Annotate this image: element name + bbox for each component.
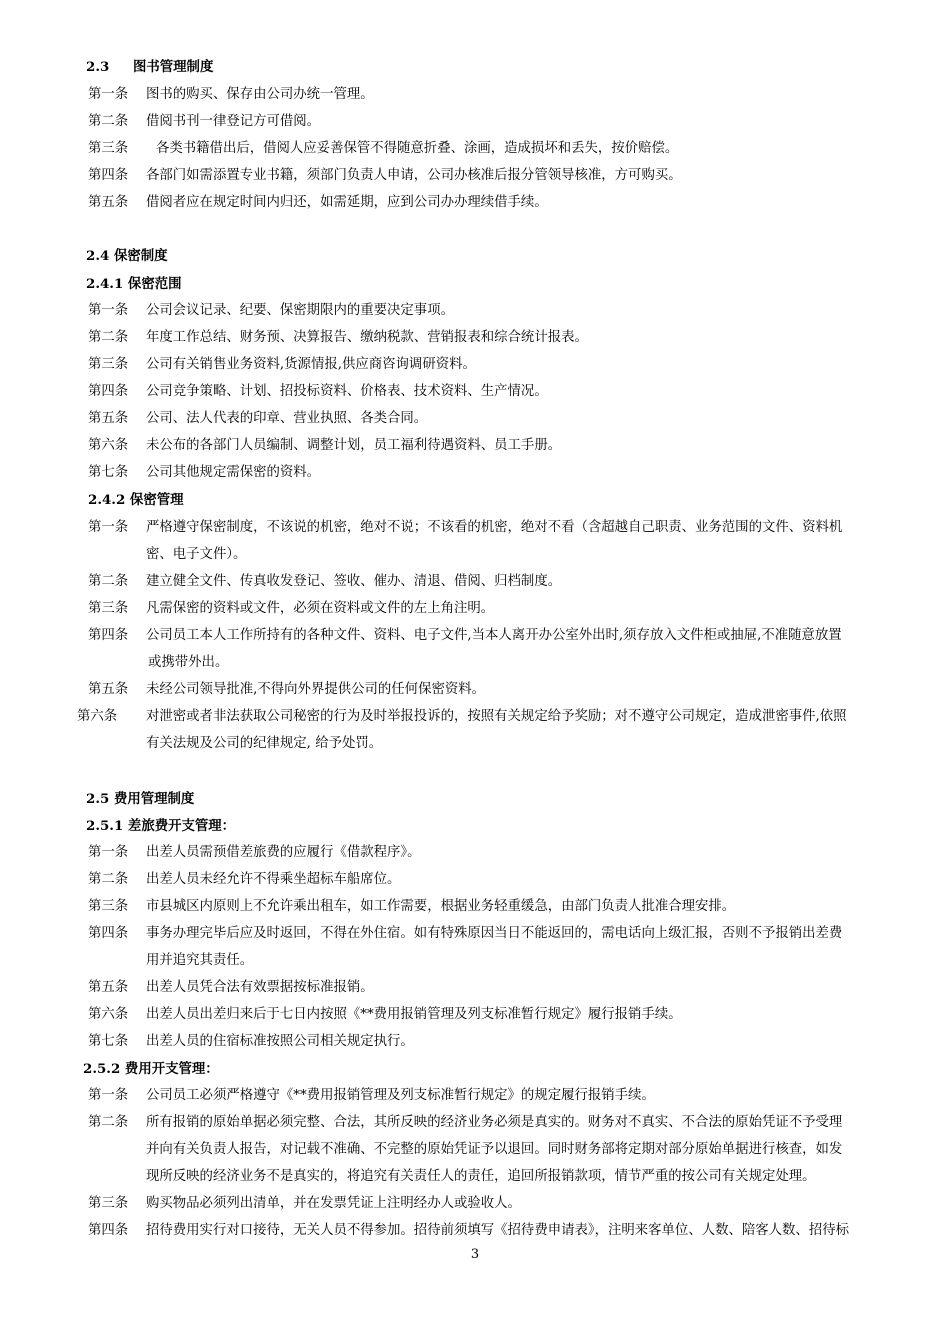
article-number: 第六条: [88, 1007, 129, 1022]
article-number: 第四条: [88, 1223, 129, 1238]
subsection-title: 2.4.2 保密管理: [88, 492, 184, 508]
article-number: 第四条: [88, 168, 129, 183]
article-number: 第三条: [88, 601, 129, 616]
subsection-heading: 2.5.1 差旅费开支管理：: [86, 818, 236, 834]
article-text: 出差人员未经允许不得乘坐超标车船席位。: [146, 872, 401, 887]
article-text: 建立健全文件、传真收发登记、签收、催办、清退、借阅、归档制度。: [146, 574, 562, 589]
article-number: 第五条: [88, 980, 129, 995]
article-text: 未经公司领导批准,不得向外界提供公司的任何保密资料。: [146, 682, 486, 697]
article-number: 第五条: [88, 682, 129, 697]
article-number: 第一条: [88, 87, 129, 102]
article-text-cont: 用并追究其责任。: [146, 953, 254, 968]
article-text: 未公布的各部门人员编制、调整计划，员工福利待遇资料、员工手册。: [146, 438, 562, 453]
article-number: 第三条: [88, 899, 129, 914]
article-text: 出差人员的住宿标准按照公司相关规定执行。: [146, 1034, 414, 1049]
article-text: 图书的购买、保存由公司办统一管理。: [146, 87, 374, 102]
article-text: 所有报销的原始单据必须完整、合法，其所反映的经济业务必须是真实的。财务对不真实、不合法的原始凭证不予受理: [146, 1115, 843, 1130]
article-text: 公司员工本人工作所持有的各种文件、资料、电子文件,当本人离开办公室外出时,须存放入文件柜或抽屉,不准随意放置: [146, 628, 842, 643]
article-number: 第二条: [88, 872, 129, 887]
subsection-title: 2.4.1 保密范围: [86, 276, 182, 292]
article-text: 出差人员需预借差旅费的应履行《借款程序》。: [146, 845, 421, 860]
section-number: 2.3: [86, 59, 110, 75]
subsection-heading: [88, 491, 184, 510]
article-text: 公司其他规定需保密的资料。: [146, 465, 321, 480]
article-text: 各部门如需添置专业书籍，须部门负责人申请，公司办核准后报分管领导核准，方可购买。: [146, 168, 682, 183]
article-text: 公司竞争策略、计划、招投标资料、价格表、技术资料、生产情况。: [146, 384, 548, 399]
article-number: 第六条: [77, 709, 118, 724]
article-number: 第二条: [88, 114, 129, 129]
article-text: 购买物品必须列出清单，并在发票凭证上注明经办人或验收人。: [146, 1196, 521, 1211]
article-text: 出差人员出差归来后于七日内按照《**费用报销管理及列支标准暂行规定》履行报销手续。: [146, 1007, 682, 1022]
article-text: 招待费用实行对口接待，无关人员不得参加。招待前须填写《招待费申请表》，注明来客单位、人数、陪客人数、招待标: [146, 1223, 849, 1238]
section-heading-2-4: 2.4 保密制度: [86, 248, 168, 264]
article-number: 第七条: [88, 465, 129, 480]
article-text: 严格遵守保密制度，不该说的机密，绝对不说；不该看的机密，绝对不看（含超越自己职责、业务范围的文件、资料机: [146, 520, 843, 535]
article-text: 年度工作总结、财务预、决算报告、缴纳税款、营销报表和综合统计报表。: [146, 330, 588, 345]
article-number: 第二条: [88, 1115, 129, 1130]
article-text: 各类书籍借出后，借阅人应妥善保管不得随意折叠、涂画，造成损坏和丢失，按价赔偿。: [156, 141, 679, 156]
article-text-cont: 或携带外出。: [148, 655, 229, 670]
article-number: 第四条: [88, 628, 129, 643]
article-text: 市县城区内原则上不允许乘出租车，如工作需要，根据业务轻重缓急，由部门负责人批准合理安排。: [146, 899, 736, 914]
article-number: 第三条: [88, 357, 129, 372]
article-text-cont: 密、电子文件）。: [146, 547, 247, 562]
article-number: 第一条: [88, 845, 129, 860]
article-text-cont: 现所反映的经济业务不是真实的，将追究有关责任人的责任，追回所报销款项，情节严重的按公司有关规定处理。: [146, 1169, 816, 1184]
article-text: 出差人员凭合法有效票据按标准报销。: [146, 980, 374, 995]
article-number: 第五条: [88, 411, 129, 426]
article-text: 公司会议记录、纪要、保密期限内的重要决定事项。: [146, 303, 454, 318]
article-number: 第一条: [88, 520, 129, 535]
article-number: 第一条: [88, 1088, 129, 1103]
article-number: 第二条: [88, 574, 129, 589]
article-number: 第四条: [88, 926, 129, 941]
article-number: 第三条: [88, 141, 129, 156]
article-number: 第三条: [88, 1196, 129, 1211]
article-text-cont: 有关法规及公司的纪律规定, 给予处罚。: [146, 736, 383, 751]
article-text: 凡需保密的资料或文件，必须在资料或文件的左上角注明。: [146, 601, 495, 616]
article-text-cont: 并向有关负责人报告，对记载不准确、不完整的原始凭证予以退回。同时财务部将定期对部分原始单据进行核查，如发: [146, 1142, 843, 1157]
section-heading-2-5: 2.5 费用管理制度: [86, 791, 195, 807]
article-text: 借阅者应在规定时间内归还，如需延期，应到公司办办理续借手续。: [146, 195, 548, 210]
article-number: 第四条: [88, 384, 129, 399]
article-number: 第七条: [88, 1034, 129, 1049]
article-text: 对泄密或者非法获取公司秘密的行为及时举报投诉的，按照有关规定给予奖励；对不遵守公司规定，造成泄密事件,依照: [146, 709, 847, 724]
article-text: 借阅书刊一律登记方可借阅。: [146, 114, 321, 129]
article-text: 事务办理完毕后应及时返回，不得在外住宿。如有特殊原因当日不能返回的，需电话向上级汇报，否则不予报销出差费: [146, 926, 843, 941]
article-text: 公司、法人代表的印章、营业执照、各类合同。: [146, 411, 428, 426]
article-number: 第五条: [88, 195, 129, 210]
article-number: 第一条: [88, 303, 129, 318]
subsection-heading: 2.5.2 费用开支管理：: [83, 1061, 219, 1077]
article-text: 公司有关销售业务资料,货源情报,供应商咨询调研资料。: [146, 357, 476, 372]
article-number: 第二条: [88, 330, 129, 345]
article-number: 第六条: [88, 438, 129, 453]
article-text: 公司员工必须严格遵守《**费用报销管理及列支标准暂行规定》的规定履行报销手续。: [146, 1088, 655, 1103]
section-title: 图书管理制度: [133, 59, 214, 75]
subsection-heading: [86, 275, 182, 294]
page-number: 3: [470, 1247, 480, 1262]
